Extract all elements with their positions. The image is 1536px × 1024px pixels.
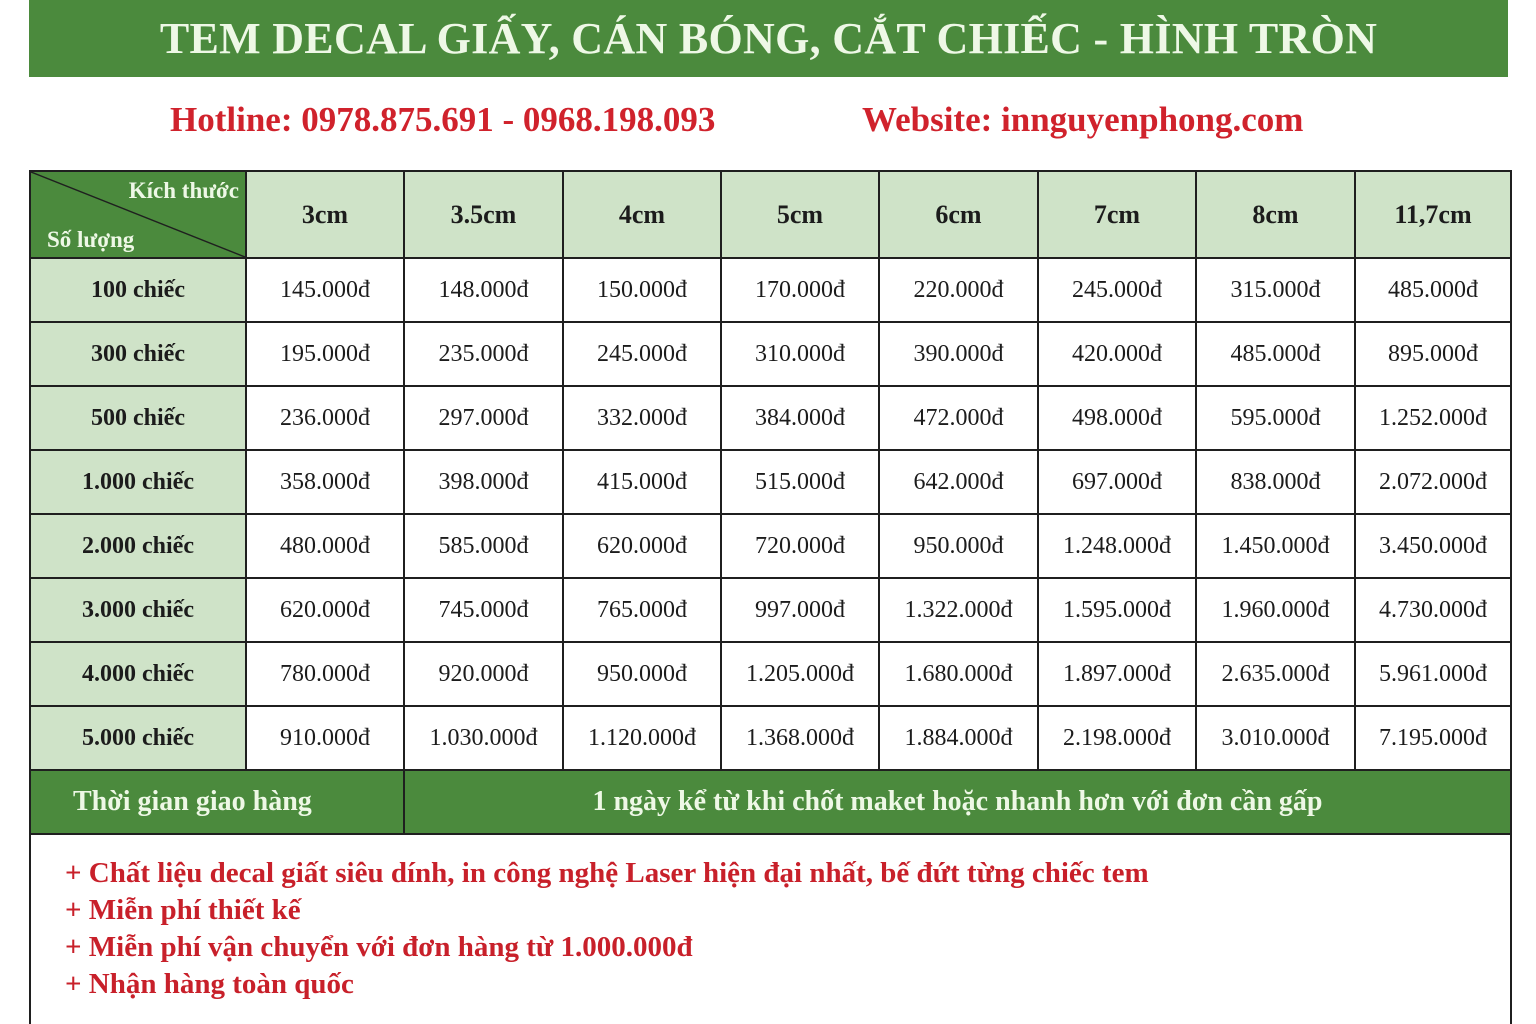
column-header-6cm: 6cm	[879, 171, 1038, 258]
price-cell: 838.000đ	[1196, 450, 1355, 514]
price-cell: 1.252.000đ	[1355, 386, 1511, 450]
page-title: TEM DECAL GIẤY, CÁN BÓNG, CẮT CHIẾC - HÌNH TRÒN	[159, 14, 1378, 63]
price-cell: 1.884.000đ	[879, 706, 1038, 770]
price-cell: 384.000đ	[721, 386, 879, 450]
price-cell: 398.000đ	[404, 450, 563, 514]
column-header-4cm: 4cm	[563, 171, 721, 258]
note-nationwide-delivery: + Nhận hàng toàn quốc	[65, 968, 354, 1000]
price-cell: 297.000đ	[404, 386, 563, 450]
price-cell: 245.000đ	[1038, 258, 1196, 322]
delivery-time-value: 1 ngày kể từ khi chốt maket hoặc nhanh hơn với đơn cần gấp	[404, 770, 1511, 834]
price-cell: 642.000đ	[879, 450, 1038, 514]
price-cell: 585.000đ	[404, 514, 563, 578]
price-table	[29, 170, 1512, 1024]
notes-row	[30, 834, 1511, 1024]
price-cell: 697.000đ	[1038, 450, 1196, 514]
price-cell: 950.000đ	[563, 642, 721, 706]
price-cell: 245.000đ	[563, 322, 721, 386]
price-cell: 145.000đ	[246, 258, 404, 322]
price-cell: 148.000đ	[404, 258, 563, 322]
price-cell: 620.000đ	[563, 514, 721, 578]
quantity-cell: 3.000 chiếc	[30, 578, 246, 642]
price-cell: 595.000đ	[1196, 386, 1355, 450]
price-cell: 358.000đ	[246, 450, 404, 514]
price-cell: 745.000đ	[404, 578, 563, 642]
table-row	[30, 642, 1511, 706]
size-axis-label: Kích thước	[128, 178, 239, 203]
price-cell: 1.450.000đ	[1196, 514, 1355, 578]
price-cell: 2.635.000đ	[1196, 642, 1355, 706]
price-cell: 1.595.000đ	[1038, 578, 1196, 642]
table-row	[30, 578, 1511, 642]
quantity-cell: 5.000 chiếc	[30, 706, 246, 770]
table-row	[30, 258, 1511, 322]
column-header-3-5cm: 3.5cm	[404, 171, 563, 258]
price-cell: 1.960.000đ	[1196, 578, 1355, 642]
note-free-design: + Miễn phí thiết kế	[65, 894, 301, 926]
price-cell: 4.730.000đ	[1355, 578, 1511, 642]
price-cell: 390.000đ	[879, 322, 1038, 386]
price-cell: 220.000đ	[879, 258, 1038, 322]
price-cell: 1.368.000đ	[721, 706, 879, 770]
quantity-cell: 4.000 chiếc	[30, 642, 246, 706]
price-cell: 1.322.000đ	[879, 578, 1038, 642]
delivery-time-row	[30, 770, 1511, 834]
price-cell: 150.000đ	[563, 258, 721, 322]
price-cell: 765.000đ	[563, 578, 721, 642]
price-cell: 2.072.000đ	[1355, 450, 1511, 514]
price-cell: 720.000đ	[721, 514, 879, 578]
price-cell: 950.000đ	[879, 514, 1038, 578]
quantity-cell: 100 chiếc	[30, 258, 246, 322]
price-cell: 195.000đ	[246, 322, 404, 386]
table-row	[30, 386, 1511, 450]
corner-header-cell	[30, 171, 246, 258]
column-header-5cm: 5cm	[721, 171, 879, 258]
price-cell: 1.205.000đ	[721, 642, 879, 706]
quantity-axis-label: Số lượng	[47, 227, 135, 252]
table-row	[30, 706, 1511, 770]
price-cell: 1.120.000đ	[563, 706, 721, 770]
notes-cell	[30, 834, 1511, 1024]
website-text: Website: innguyenphong.com	[862, 100, 1304, 139]
note-material: + Chất liệu decal giất siêu dính, in công nghệ Laser hiện đại nhất, bế đứt từng chiếc tem	[65, 857, 1149, 889]
price-cell: 310.000đ	[721, 322, 879, 386]
note-free-shipping: + Miễn phí vận chuyển với đơn hàng từ 1.000.000đ	[65, 931, 693, 963]
price-cell: 997.000đ	[721, 578, 879, 642]
column-header-11-7cm: 11,7cm	[1355, 171, 1511, 258]
column-header-3cm: 3cm	[246, 171, 404, 258]
column-header-7cm: 7cm	[1038, 171, 1196, 258]
table-row	[30, 450, 1511, 514]
price-cell: 415.000đ	[563, 450, 721, 514]
price-cell: 780.000đ	[246, 642, 404, 706]
price-cell: 480.000đ	[246, 514, 404, 578]
price-cell: 895.000đ	[1355, 322, 1511, 386]
table-row	[30, 322, 1511, 386]
price-cell: 420.000đ	[1038, 322, 1196, 386]
price-cell: 498.000đ	[1038, 386, 1196, 450]
price-cell: 1.248.000đ	[1038, 514, 1196, 578]
price-cell: 5.961.000đ	[1355, 642, 1511, 706]
price-cell: 315.000đ	[1196, 258, 1355, 322]
table-header-row	[30, 171, 1511, 258]
price-cell: 1.897.000đ	[1038, 642, 1196, 706]
page-title-banner	[29, 0, 1508, 77]
quantity-cell: 300 chiếc	[30, 322, 246, 386]
quantity-cell: 500 chiếc	[30, 386, 246, 450]
price-cell: 170.000đ	[721, 258, 879, 322]
price-cell: 515.000đ	[721, 450, 879, 514]
table-row	[30, 514, 1511, 578]
price-cell: 910.000đ	[246, 706, 404, 770]
price-cell: 472.000đ	[879, 386, 1038, 450]
hotline-text: Hotline: 0978.875.691 - 0968.198.093	[170, 100, 716, 139]
price-cell: 620.000đ	[246, 578, 404, 642]
column-header-8cm: 8cm	[1196, 171, 1355, 258]
price-cell: 235.000đ	[404, 322, 563, 386]
price-cell: 1.030.000đ	[404, 706, 563, 770]
price-cell: 485.000đ	[1355, 258, 1511, 322]
delivery-time-label: Thời gian giao hàng	[30, 770, 404, 834]
price-cell: 485.000đ	[1196, 322, 1355, 386]
price-cell: 2.198.000đ	[1038, 706, 1196, 770]
price-cell: 1.680.000đ	[879, 642, 1038, 706]
price-cell: 332.000đ	[563, 386, 721, 450]
quantity-cell: 2.000 chiếc	[30, 514, 246, 578]
quantity-cell: 1.000 chiếc	[30, 450, 246, 514]
price-cell: 3.010.000đ	[1196, 706, 1355, 770]
price-cell: 3.450.000đ	[1355, 514, 1511, 578]
price-cell: 7.195.000đ	[1355, 706, 1511, 770]
price-cell: 920.000đ	[404, 642, 563, 706]
price-cell: 236.000đ	[246, 386, 404, 450]
contact-info	[0, 100, 1536, 150]
